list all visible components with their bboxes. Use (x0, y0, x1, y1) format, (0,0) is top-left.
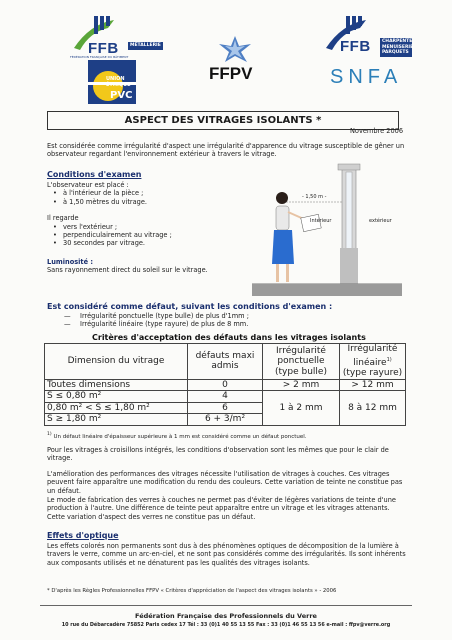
ffpv-brand: FFPV (209, 64, 253, 83)
interior-label: Intérieur (310, 218, 332, 224)
table-cell: > 12 mm (340, 379, 406, 391)
ffb-subline: FÉDÉRATION FRANÇAISE DU BÂTIMENT (70, 55, 129, 59)
logo-ffb-metallerie (68, 14, 160, 60)
table-cell: 6 + 3/m² (188, 414, 263, 426)
optical-text: Les effets colorés non permanents sont dus à des phénomènes optiques de décomposition de la lumière à travers le verre, comme un arc-en-ciel, et ne sont pas considérés comme des irrégularités. Ils sont inhérents aux composants utilisés et ne dénaturent pas les qualités des vitrages isolants. (47, 542, 406, 567)
list-item: • à l'intérieur de la pièce ; (47, 189, 247, 197)
list-item: • perpendiculairement au vitrage ; (47, 231, 247, 239)
luminosity-text: Sans rayonnement direct du soleil sur le vitrage. (47, 266, 208, 275)
reference-note: * D'après les Règles Professionnelles FFPV « Critères d'appréciation de l'aspect des vitrages isolants » - 2006 (47, 588, 337, 594)
footer-rule (40, 605, 412, 606)
defects-heading: Est considéré comme défaut, suivant les conditions d'examen : (47, 302, 333, 311)
table-cell: S ≥ 1,80 m² (45, 414, 188, 426)
logo-snfa: SNFA (330, 66, 403, 88)
paragraph-tint: Le mode de fabrication des verres à couches ne permet pas d'éviter de légères variations de teinte d'une production à l'autre. Une différence de teinte peut apparaître entre un vitrage et les vitrages attenants. Cette variation d'aspect des verres ne constitue pas un défaut. (47, 496, 396, 521)
look-lead: Il regarde (47, 214, 79, 223)
criteria-footnote (47, 432, 307, 440)
criteria-table (44, 343, 406, 426)
footnote-marker: 1) (47, 432, 52, 437)
document-title (47, 111, 399, 130)
col-ponctual: Irrégularité ponctuelle (type bulle) (263, 344, 340, 380)
table-row (45, 391, 406, 403)
table-cell: 0,80 m² < S ≤ 1,80 m² (45, 402, 188, 414)
table-cell: > 2 mm (263, 379, 340, 391)
distance-label: - 1,50 m - (302, 194, 327, 200)
star-icon (205, 34, 265, 64)
paragraph-croisillons: Pour les vitrages à croisillons intégrés, les conditions d'observation sont les mêmes que pour le clair de vitrage. (47, 446, 389, 463)
list-item: • à 1,50 mètres du vitrage. (47, 198, 247, 206)
footnote-text: Un défaut linéaire d'épaisseur supérieure à 1 mm est considéré comme un défaut ponctuel. (53, 433, 307, 440)
linear-sup: 1) (386, 356, 392, 363)
union-line2: PVC (110, 90, 133, 101)
observer-lead: L'observateur est placé : (47, 181, 129, 189)
table-cell: Toutes dimensions (45, 379, 188, 391)
list-item: — Irrégularité ponctuelle (type bulle) de plus d'1mm ; (64, 312, 249, 320)
paragraph-coatings: L'amélioration des performances des vitrages nécessite l'utilisation de vitrages à couches. Ces vitrages peuvent faire apparaître une modification du rendu des couleurs. Cette variation de teinte ne constitue pas un défaut. (47, 470, 403, 495)
table-cell: 4 (188, 391, 263, 403)
ffb-tag: MÉTALLERIE (130, 43, 161, 48)
criteria-heading: Critères d'acceptation des défauts dans les vitrages isolants (92, 333, 366, 342)
luminosity-label: Luminosité : (47, 257, 93, 266)
ffb-tag-2: CHARPENTE MENUISERIE PARQUETS (382, 39, 414, 55)
table-cell: 6 (188, 402, 263, 414)
ffb-brand: FFB (88, 40, 119, 57)
footer-org: Fédération Française des Professionnels du Verre (135, 612, 317, 620)
look-list (47, 223, 247, 248)
intro-paragraph: Est considérée comme irrégularité d'aspect une irrégularité d'apparence du vitrage susceptible de gêner un observateur regardant l'environnement extérieur à travers le vitrage. (47, 142, 405, 159)
table-cell: 1 à 2 mm (263, 391, 340, 426)
observation-figure (252, 162, 412, 298)
logo-ffpv (205, 34, 265, 84)
exterior-label: extérieur (369, 218, 392, 224)
table-cell: 0 (188, 379, 263, 391)
col-dimension: Dimension du vitrage (45, 344, 188, 380)
table-cell: S ≤ 0,80 m² (45, 391, 188, 403)
document-date: Novembre 2006 (350, 127, 404, 135)
col-defects-max: défauts maxi admis (188, 344, 263, 380)
table-row (45, 379, 406, 391)
list-item: • 30 secondes par vitrage. (47, 239, 247, 247)
union-line1: UNION ÉTHIQUE (106, 76, 131, 88)
footer-address: 10 rue du Débarcadère 75852 Paris cedex 17 Tél : 33 (0)1 40 55 13 55 Fax : 33 (0)1 46 55 13 56 e-mail : ffpv@verre.org (61, 622, 391, 628)
col-linear (340, 344, 406, 380)
observer-illustration (252, 162, 412, 298)
logo-ffb-charpente (320, 14, 416, 60)
linear-sub: (type rayure) (342, 368, 403, 378)
logo-union-pvc (88, 60, 136, 104)
conditions-block (47, 181, 247, 275)
observer-list (47, 189, 247, 206)
defects-list (64, 312, 249, 329)
table-cell: 8 à 12 mm (340, 391, 406, 426)
conditions-heading: Conditions d'examen (47, 170, 142, 179)
optical-heading: Effets d'optique (47, 531, 119, 540)
list-item: — Irrégularité linéaire (type rayure) de plus de 8 mm. (64, 320, 249, 328)
ffb-brand-2: FFB (340, 38, 371, 55)
list-item: • vers l'extérieur ; (47, 223, 247, 231)
title-text: ASPECT DES VITRAGES ISOLANTS * (124, 115, 322, 126)
table-header-row (45, 344, 406, 380)
linear-label: Irrégularité linéaire (347, 344, 398, 368)
